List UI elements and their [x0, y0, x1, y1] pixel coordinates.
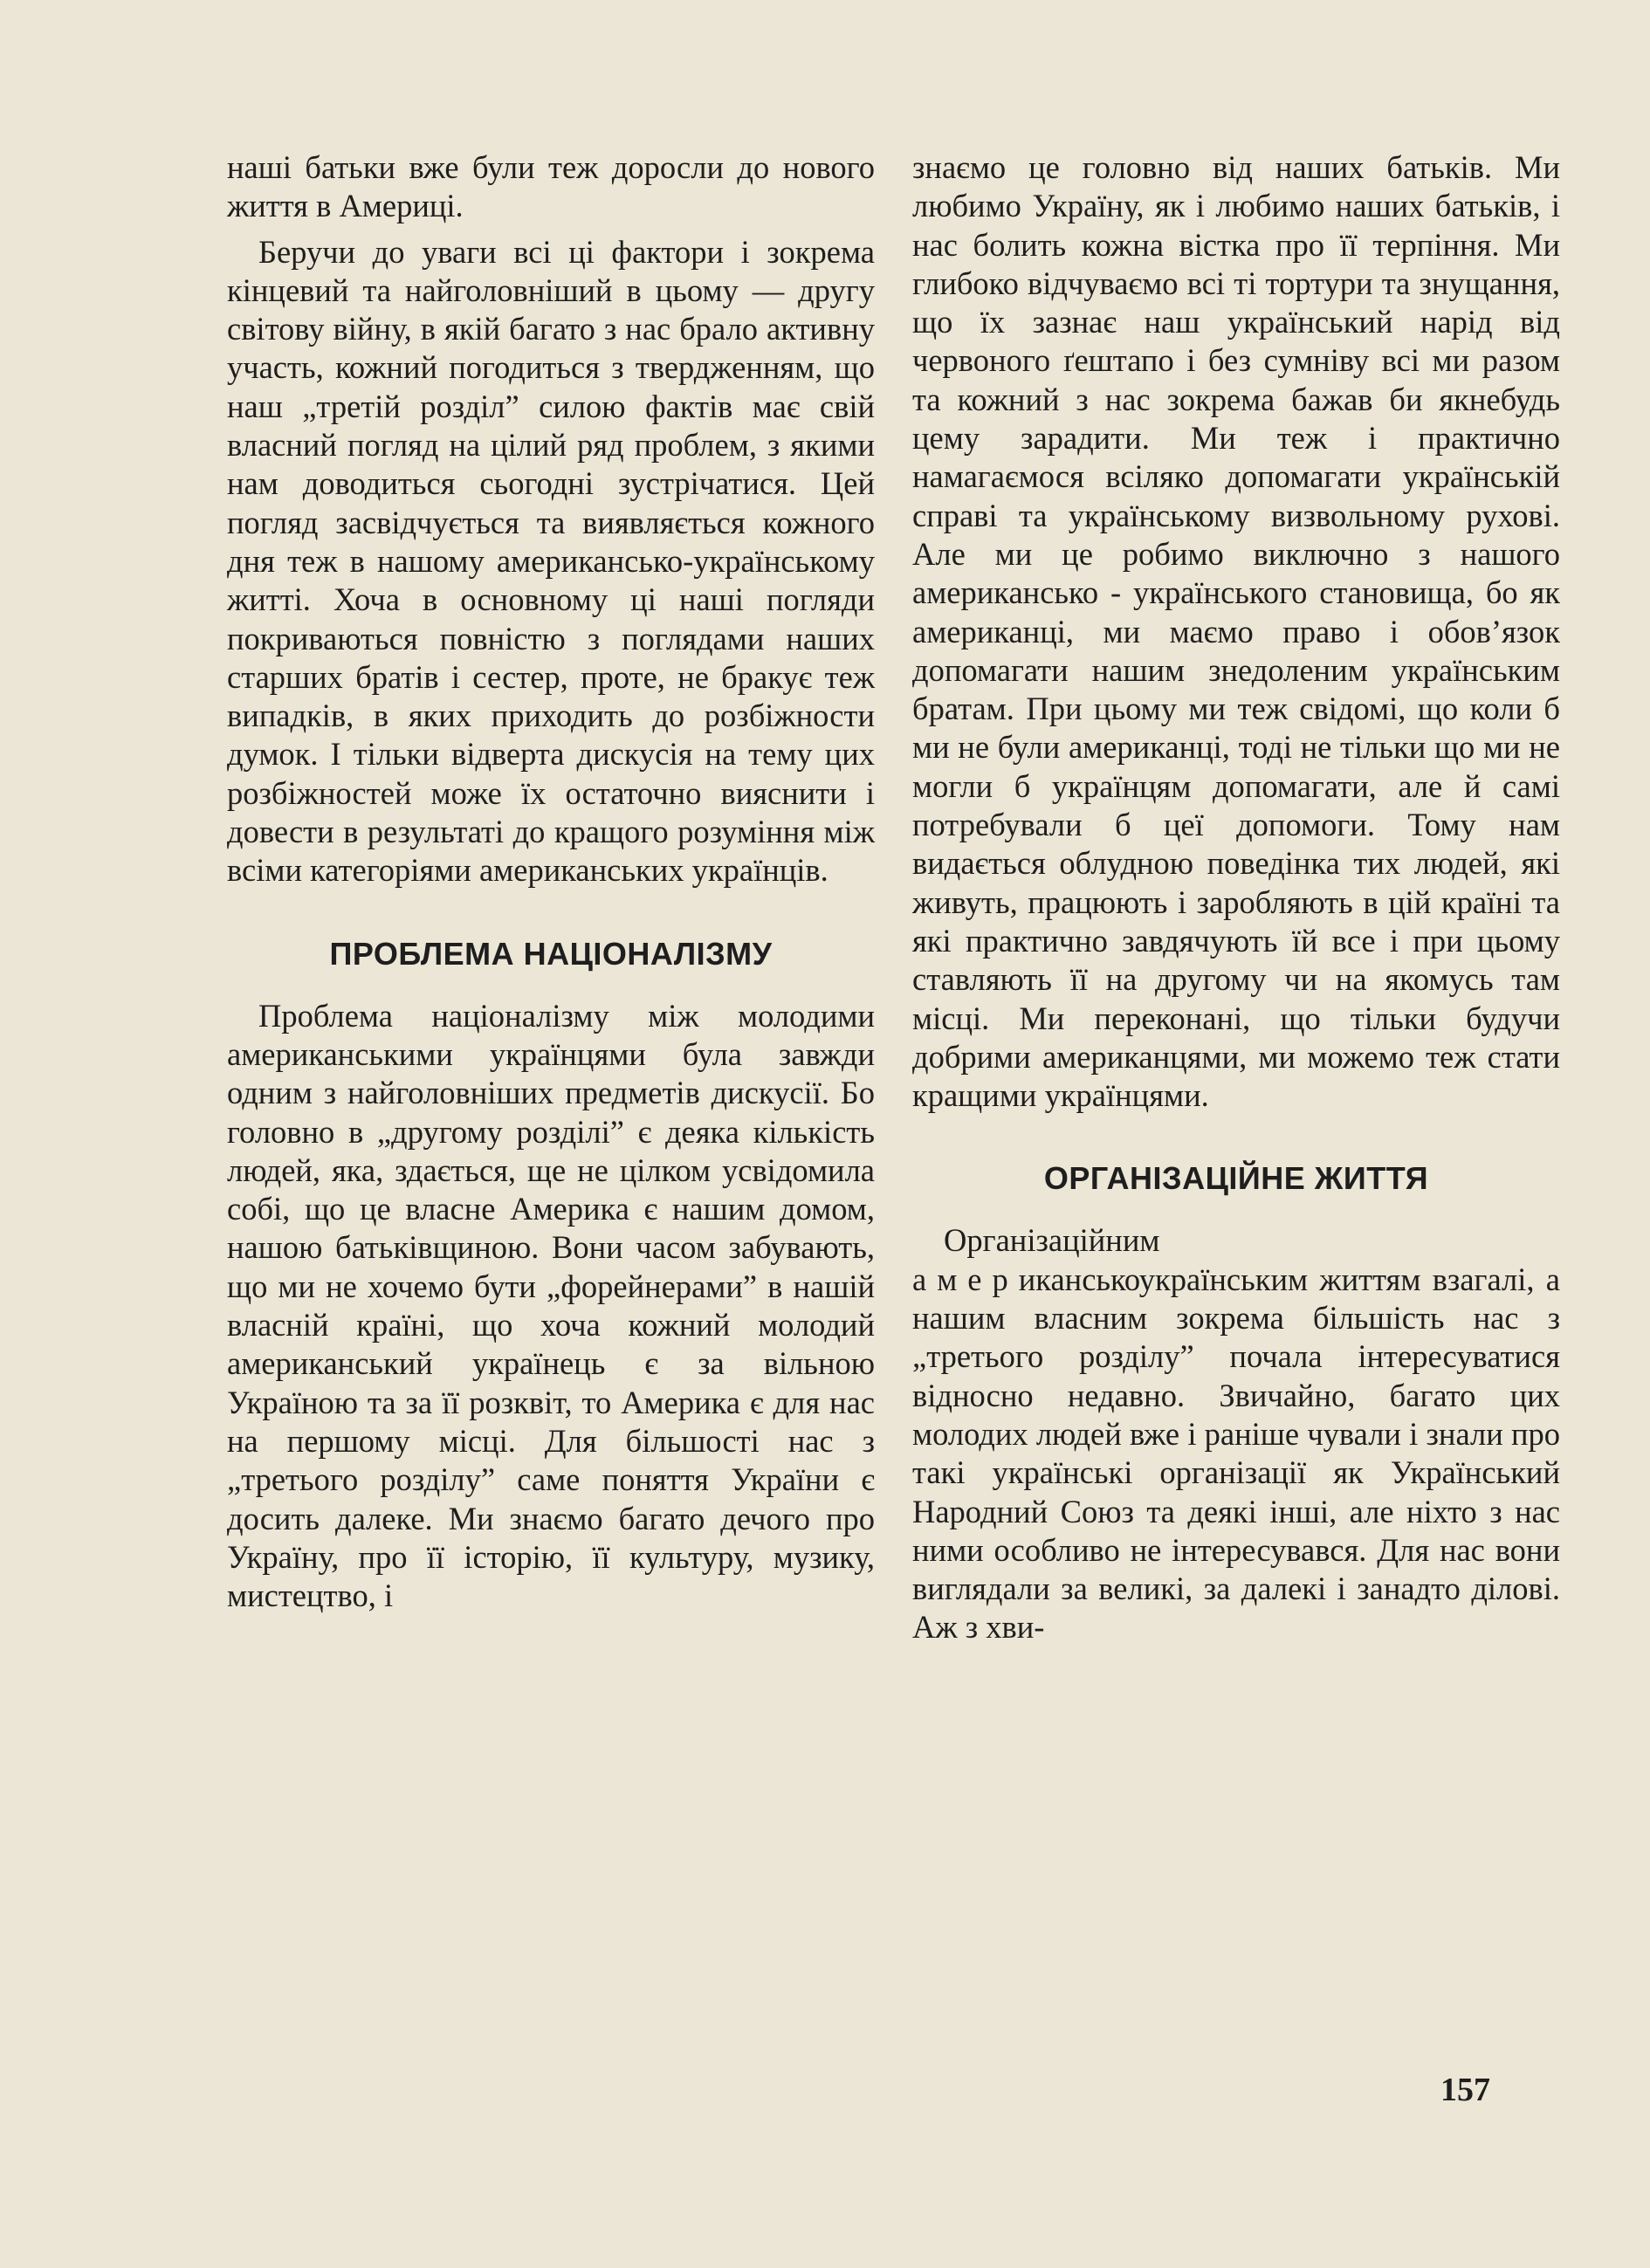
paragraph [912, 1221, 1560, 1646]
paragraph-lead: Організаційним [944, 1222, 1160, 1259]
page-number: 157 [1440, 2072, 1490, 2108]
paragraph: знаємо це головно від наших батьків. Ми любимо Україну, як і любимо наших батьків, і нас болить кожна вістка про її терпіння. Ми глибоко відчуваємо всі ті тортури та знущання, що їх зазнає наш український нарід від червоного ґештапо і без сумніву всі ми разом та кожний з нас зокрема бажав би якнебудь цему зарадити. Ми теж і практично намагаємося всіляко допомагати українській справі та українському визвольному рухові. Але ми це робимо виключно з нашого американсько - українського становища, бо як американці, ми маємо право і обов’язок допомагати нашим знедоленим українським братам. При цьому ми теж свідомі, що коли б ми не були американці, тоді не тільки що ми не могли б українцям допомагати, але й самі потребували б цеї допомоги. Тому нам видається облудною поведінка тих людей, які живуть, працюють і заробляють в цій країні та які практично завдячують їй все і при цьому ставляють її на другому чи на якомусь там місці. Ми переконані, що тільки будучи добрими американцями, ми можемо теж стати кращими українцями. [912, 149, 1560, 1114]
spaced-text: амер [912, 1261, 1019, 1297]
section-heading: ПРОБЛЕМА НАЦІОНАЛІЗМУ [329, 935, 773, 972]
section-heading: ОРГАНІЗАЦІЙНЕ ЖИТТЯ [1043, 1160, 1429, 1197]
paragraph: Беручи до уваги всі ці фактори і зокрема кінцевий та найголовніший в цьому — другу світову війну, в якій багато з нас брало активну участь, кожний погодиться з твердженням, що наш „третій розділ” силою фактів має свій власний погляд на цілий ряд проблем, з якими нам доводиться сьогодні зустрічатися. Цей погляд засвідчується та виявляється кожного дня теж в нашому американсько-українському житті. Хоча в основному ці наші погляди покриваються повністю з поглядами наших старших братів і сестер, проте, не бракує теж випадків, в яких приходить до розбіжности думок. І тільки відверта дискусія на тему цих розбіжностей може їх остаточно вияснити і довести в результаті до кращого розуміння між всіми категоріями американських українців. [227, 233, 875, 889]
left-column [227, 148, 875, 1615]
paragraph: Проблема націоналізму між молодими американськими українцями була завжди одним з найголовніших предметів дискусії. Бо головно в „другому розділі” є деяка кількість людей, яка, здається, ще не цілком усвідомила собі, що це власне Америка є нашим домом, нашою батьківщиною. Вони часом забувають, що ми не хочемо бути „форейнерами” в нашій власній країні, що хоча кожний молодий американський українець є за вільною Україною та за її розквіт, то Америка є для нас на першому місці. Для більшості нас з „третього розділу” саме поняття України є досить далеке. Ми знаємо багато дечого про Україну, про її історію, її культуру, музику, мистецтво, і [227, 997, 875, 1614]
paragraph: наші батьки вже були теж доросли до нового життя в Америці. [227, 149, 875, 224]
right-column [912, 148, 1560, 1647]
paragraph-rest: иканськоукраїнським життям взагалі, а нашим власним зокрема більшість нас з „третього розділу” почала інтересуватися відносно недавно. Звичайно, багато цих молодих людей вже і раніше чували і знали про такі українські організації як Український Народний Союз та деякі інші, але ніхто з нас ними особливо не інтересувався. Для нас вони виглядали за великі, за далекі і занадто ділові. Аж з хви- [912, 1261, 1560, 1646]
